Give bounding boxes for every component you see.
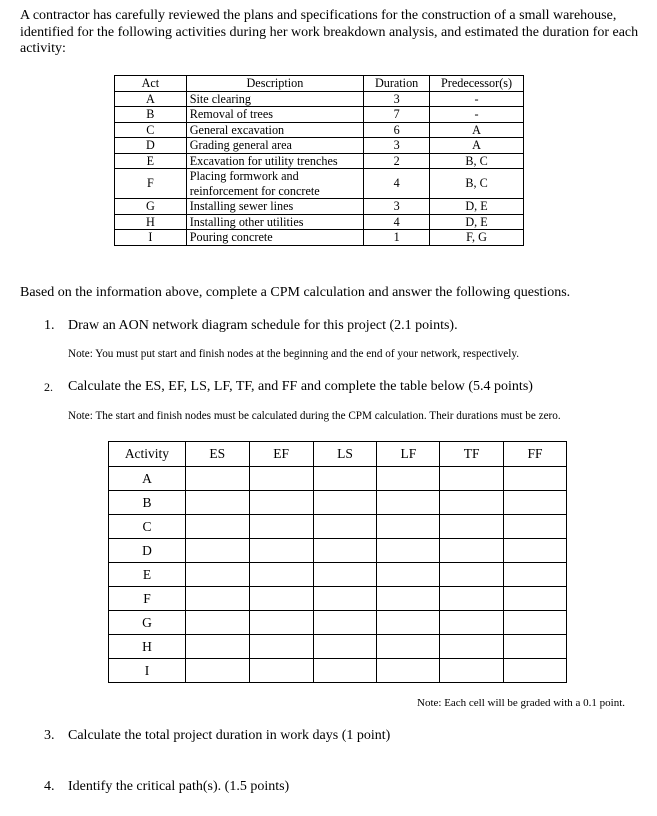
activity-description: Removal of trees — [186, 107, 363, 123]
activity-row — [115, 214, 524, 230]
cpm-cell-tf[interactable] — [440, 539, 504, 563]
activity-duration: 2 — [364, 153, 430, 169]
activity-row — [115, 107, 524, 123]
question-1-number: 1. — [44, 318, 55, 333]
cpm-cell-es[interactable] — [185, 563, 249, 587]
cpm-cell-es[interactable] — [185, 659, 249, 683]
activity-description: Site clearing — [186, 91, 363, 107]
cpm-activity-label: C — [109, 515, 186, 539]
cpm-cell-tf[interactable] — [440, 491, 504, 515]
activity-row — [115, 138, 524, 154]
cpm-cell-ef[interactable] — [249, 587, 313, 611]
cpm-cell-ff[interactable] — [504, 515, 567, 539]
header-ls: LS — [313, 442, 377, 467]
activity-predecessors: D, E — [430, 199, 524, 215]
cpm-cell-ef[interactable] — [249, 467, 313, 491]
activity-duration: 3 — [364, 199, 430, 215]
cpm-cell-tf[interactable] — [440, 635, 504, 659]
activity-duration: 1 — [364, 230, 430, 246]
cpm-cell-ff[interactable] — [504, 563, 567, 587]
cpm-cell-ff[interactable] — [504, 467, 567, 491]
cpm-cell-es[interactable] — [185, 467, 249, 491]
cpm-cell-tf[interactable] — [440, 563, 504, 587]
activity-duration: 6 — [364, 122, 430, 138]
cpm-cell-ef[interactable] — [249, 491, 313, 515]
activity-predecessors: - — [430, 91, 524, 107]
cpm-cell-ls[interactable] — [313, 611, 377, 635]
cpm-cell-tf[interactable] — [440, 467, 504, 491]
activity-code: I — [115, 230, 187, 246]
activity-code: D — [115, 138, 187, 154]
cpm-cell-lf[interactable] — [377, 587, 440, 611]
cpm-cell-ff[interactable] — [504, 635, 567, 659]
question-3-text: Calculate the total project duration in work days (1 point) — [68, 728, 391, 743]
activity-duration: 4 — [364, 169, 430, 199]
cpm-cell-ef[interactable] — [249, 635, 313, 659]
cpm-cell-ls[interactable] — [313, 515, 377, 539]
activity-code: F — [115, 169, 187, 199]
question-1-note: Note: You must put start and finish nodes at the beginning and the end of your network, respectively. — [68, 348, 520, 360]
cpm-cell-ef[interactable] — [249, 563, 313, 587]
cpm-activity-label: G — [109, 611, 186, 635]
cpm-row — [109, 491, 567, 515]
cpm-cell-lf[interactable] — [377, 539, 440, 563]
cpm-cell-ls[interactable] — [313, 539, 377, 563]
activity-row — [115, 199, 524, 215]
activity-row — [115, 230, 524, 246]
cpm-activity-label: I — [109, 659, 186, 683]
activity-code: H — [115, 214, 187, 230]
activity-table-header — [115, 76, 524, 92]
cpm-cell-es[interactable] — [185, 635, 249, 659]
cpm-row — [109, 563, 567, 587]
cpm-cell-ef[interactable] — [249, 659, 313, 683]
cpm-cell-lf[interactable] — [377, 467, 440, 491]
activity-predecessors: B, C — [430, 169, 524, 199]
activity-predecessors: - — [430, 107, 524, 123]
question-3-number: 3. — [44, 728, 55, 743]
cpm-activity-label: H — [109, 635, 186, 659]
activity-description: Installing sewer lines — [186, 199, 363, 215]
cpm-cell-ls[interactable] — [313, 659, 377, 683]
header-act: Act — [115, 76, 187, 92]
cpm-cell-ls[interactable] — [313, 563, 377, 587]
cpm-activity-label: F — [109, 587, 186, 611]
activity-table — [114, 75, 524, 246]
cpm-cell-lf[interactable] — [377, 659, 440, 683]
activity-predecessors: F, G — [430, 230, 524, 246]
header-ef: EF — [249, 442, 313, 467]
cpm-row — [109, 539, 567, 563]
cpm-cell-ef[interactable] — [249, 515, 313, 539]
lead-text: Based on the information above, complete a CPM calculation and answer the following questions. — [20, 285, 571, 300]
cpm-cell-lf[interactable] — [377, 635, 440, 659]
cpm-row — [109, 467, 567, 491]
question-2-text: Calculate the ES, EF, LS, LF, TF, and FF and complete the table below (5.4 points) — [68, 379, 533, 394]
activity-row — [115, 91, 524, 107]
activity-description: Pouring concrete — [186, 230, 363, 246]
header-predecessors: Predecessor(s) — [430, 76, 524, 92]
activity-description: Placing formwork and reinforcement for concrete — [186, 169, 363, 199]
activity-description: General excavation — [186, 122, 363, 138]
cpm-cell-lf[interactable] — [377, 611, 440, 635]
question-2-number: 2. — [44, 380, 53, 394]
cpm-cell-tf[interactable] — [440, 611, 504, 635]
cpm-cell-es[interactable] — [185, 539, 249, 563]
cpm-cell-tf[interactable] — [440, 587, 504, 611]
cpm-cell-ls[interactable] — [313, 587, 377, 611]
activity-predecessors: B, C — [430, 153, 524, 169]
cpm-cell-ff[interactable] — [504, 491, 567, 515]
cpm-cell-es[interactable] — [185, 491, 249, 515]
cpm-row — [109, 659, 567, 683]
cpm-cell-tf[interactable] — [440, 659, 504, 683]
header-lf: LF — [377, 442, 440, 467]
activity-row — [115, 122, 524, 138]
intro-paragraph: A contractor has carefully reviewed the plans and specifications for the construction of a small warehouse, identified for the following activities during her work breakdown analysis, and estimated the duration for each activity: — [20, 8, 639, 56]
cpm-cell-ls[interactable] — [313, 491, 377, 515]
cpm-row — [109, 587, 567, 611]
header-activity: Activity — [109, 442, 186, 467]
cpm-table-header — [109, 442, 567, 467]
cpm-cell-ff[interactable] — [504, 587, 567, 611]
activity-duration: 7 — [364, 107, 430, 123]
activity-description: Excavation for utility trenches — [186, 153, 363, 169]
question-4-text: Identify the critical path(s). (1.5 points) — [68, 779, 290, 794]
cpm-cell-ls[interactable] — [313, 635, 377, 659]
activity-code: G — [115, 199, 187, 215]
activity-code: B — [115, 107, 187, 123]
activity-description: Grading general area — [186, 138, 363, 154]
cpm-row — [109, 635, 567, 659]
cpm-row — [109, 515, 567, 539]
cpm-cell-ef[interactable] — [249, 611, 313, 635]
cpm-activity-label: D — [109, 539, 186, 563]
activity-duration: 3 — [364, 138, 430, 154]
header-description: Description — [186, 76, 363, 92]
activity-code: E — [115, 153, 187, 169]
header-ff: FF — [504, 442, 567, 467]
header-duration: Duration — [364, 76, 430, 92]
cpm-cell-es[interactable] — [185, 611, 249, 635]
cpm-cell-ef[interactable] — [249, 539, 313, 563]
question-2-note: Note: The start and finish nodes must be calculated during the CPM calculation. Their durations must be zero. — [68, 410, 561, 422]
activity-predecessors: D, E — [430, 214, 524, 230]
cpm-table — [108, 441, 567, 683]
header-tf: TF — [440, 442, 504, 467]
cpm-cell-tf[interactable] — [440, 515, 504, 539]
activity-row — [115, 153, 524, 169]
cpm-activity-label: B — [109, 491, 186, 515]
cpm-cell-es[interactable] — [185, 515, 249, 539]
activity-predecessors: A — [430, 122, 524, 138]
activity-code: A — [115, 91, 187, 107]
activity-duration: 3 — [364, 91, 430, 107]
question-4-number: 4. — [44, 779, 55, 794]
cpm-cell-lf[interactable] — [377, 563, 440, 587]
question-1-text: Draw an AON network diagram schedule for this project (2.1 points). — [68, 318, 458, 333]
cpm-cell-ff[interactable] — [504, 659, 567, 683]
cpm-cell-lf[interactable] — [377, 515, 440, 539]
cpm-activity-label: A — [109, 467, 186, 491]
grading-note: Note: Each cell will be graded with a 0.1 point. — [417, 697, 626, 709]
cpm-cell-ff[interactable] — [504, 611, 567, 635]
activity-row — [115, 169, 524, 199]
cpm-cell-lf[interactable] — [377, 491, 440, 515]
activity-predecessors: A — [430, 138, 524, 154]
activity-description: Installing other utilities — [186, 214, 363, 230]
cpm-activity-label: E — [109, 563, 186, 587]
activity-duration: 4 — [364, 214, 430, 230]
cpm-cell-es[interactable] — [185, 587, 249, 611]
header-es: ES — [185, 442, 249, 467]
activity-code: C — [115, 122, 187, 138]
cpm-row — [109, 611, 567, 635]
cpm-cell-ff[interactable] — [504, 539, 567, 563]
cpm-cell-ls[interactable] — [313, 467, 377, 491]
